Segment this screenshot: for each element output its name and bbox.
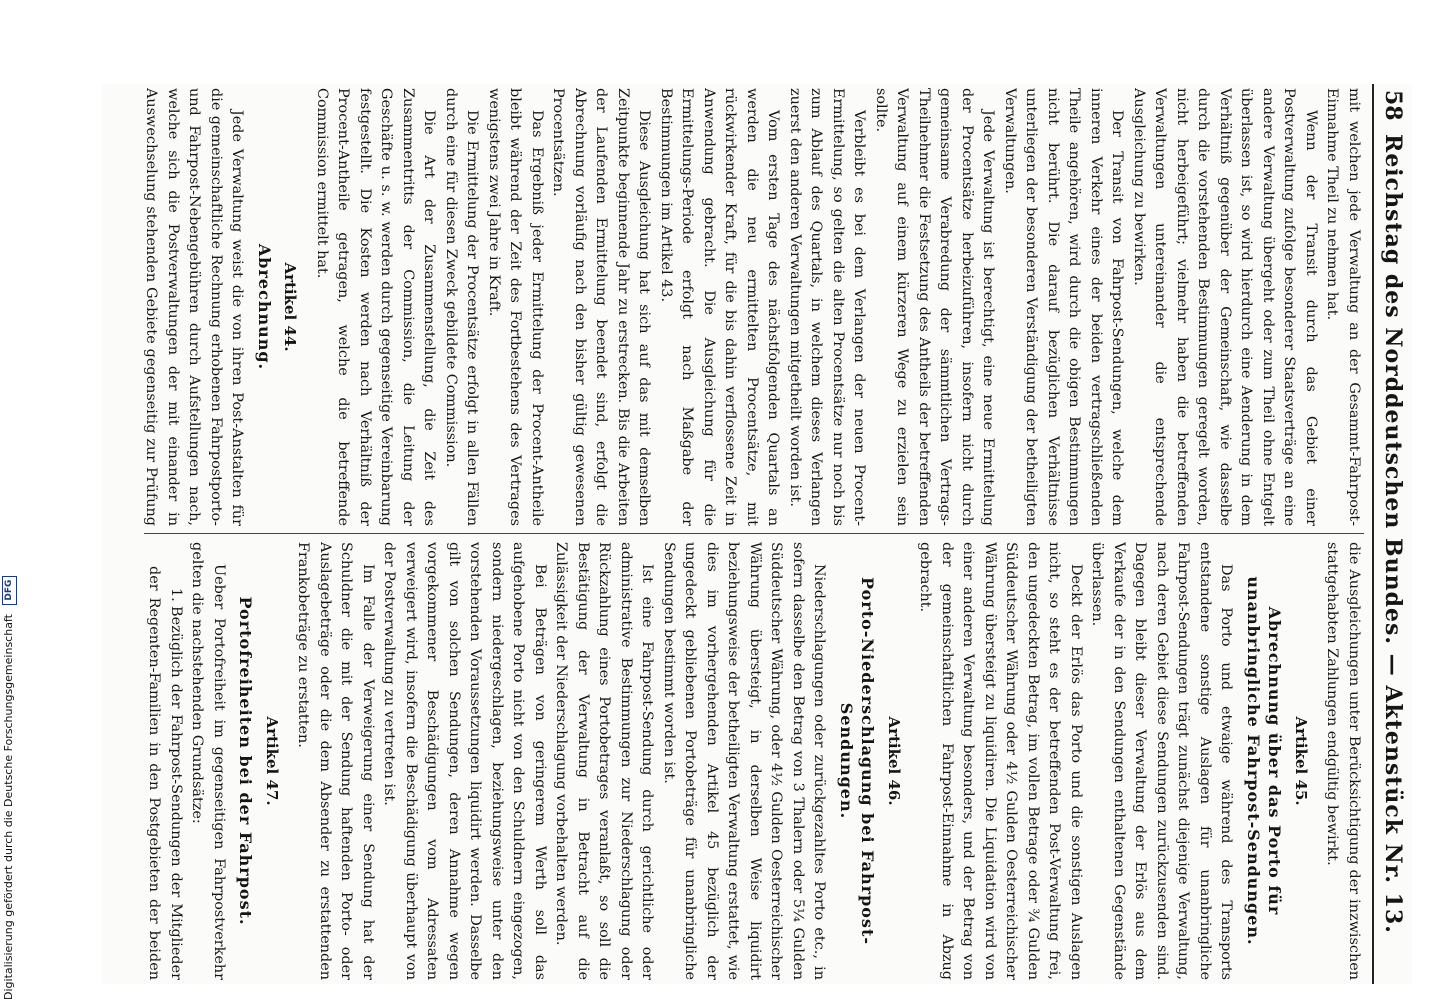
header-rule (1372, 84, 1374, 984)
credit-text: Digitalisierung gefördert durch die Deutsche Forschungsgemeinschaft (2, 614, 15, 1000)
paragraph: Das Porto und etwaige während des Transports entstandene sonstige Auslagen für unanbringliche Fahrpost-Sendungen trägt zunächst diejenige Verwaltung, nach deren Gebiet diese Sendungen zurückzusenden sind. Dagegen bleibt dieser Verwaltung der Erlös aus dem Verkaufe der in den Sendungen enthaltenen Gegenstände überlassen. (1089, 542, 1235, 980)
column-divider (144, 533, 1364, 534)
running-head: Reichstag des Norddeutschen Bundes. — Aktenstück Nr. 13. (1380, 134, 1406, 934)
paragraph: Wenn der Transit durch das Gebiet einer Postverwaltung zufolge besonderer Staatsverträge an eine andere Verwaltung übergeht oder zum Theil ohne Entgelt überlassen ist, so wird hierdurch eine Aenderung in dem Verhältniß gegenüber der Gemeinschaft, wie dasselbe durch die vorstehenden Bestimmungen geregelt worden, nicht herbeigeführt; vielmehr haben die betreffenden Verwaltungen untereinander die entsprechende Ausgleichung zu bewirken. (1131, 88, 1319, 526)
dfg-logo: DFG (2, 576, 17, 605)
left-column (144, 88, 1364, 526)
paragraph: Das Ergebniß jeder Ermittelung der Procent-Antheile bleibt während der Zeit des Fortbestehens des Vertrages wenigstens zwei Jahre in Kraft. (486, 88, 545, 526)
scanned-page (102, 84, 1412, 984)
paragraph: Im Falle der Verweigerung einer Sendung hat der Schuldner die mit der Sendung haftenden Porto- oder Auslagebeträge oder die dem Absender zu erstattenden Frankobeträge zu erstatten. (295, 542, 376, 980)
paragraph: die Ausgleichungen unter Berücksichtigung der inzwischen stattgehabten Zahlungen endgültig bewirkt. (1324, 542, 1362, 980)
paragraph: Verbleibt es bei dem Verlangen der neuen Procent-Ermittelung, so gelten die alten Procentsätze nur noch bis zum Ablauf des Quartals, in welchem dieses Verlangen zuerst den anderen Verwaltungen mitgetheilt worden ist. (787, 88, 868, 526)
paragraph: Der Transit von Fahrpost-Sendungen, welche dem inneren Verkehr eines der beiden vertragschließenden Theile angehören, wird durch die obigen Bestimmungen nicht berührt. Die darauf bezüglichen Verhältnisse unterliegen der besonderen Verständigung der betheiligten Verwaltungen. (1002, 88, 1126, 526)
paragraph: Jede Verwaltung weist die von ihren Post-Anstalten für die gemeinschaftliche Rechnung erhobenen Fahrpostporto- und Fahrpost-Nebengebühren durch Aufstellungen nach, welche sich die Postverwaltungen der mit einander in Auswechselung stehenden Gebiete gegenseitig zur Prüfung (144, 88, 246, 526)
article-46-title: Artikel 46. (885, 716, 903, 806)
page-header (1372, 84, 1412, 984)
article-47-title: Artikel 47. (263, 716, 281, 806)
list-item (144, 542, 186, 980)
list-item-text: Bezüglich der Fahrpost-Sendungen der Mitglieder der Regenten-Familien in den Postgebieten der beiden (146, 566, 184, 980)
paragraph: Die Art der Zusammenstellung, die Zeit des Zusammentritts der Commission, die Leitung der Geschäfte u. s. w. werden durch gegenseitige Vereinbarung festgestellt. Die Kosten werden nach Verhältniß der Procent-Antheile getragen, welche die betreffende Commission ermittelt hat. (314, 88, 438, 526)
paragraph: Diese Ausgleichung hat sich auf das mit demselben Zeitpunkte beginnende Jahr zu erstrecken. Bis die Arbeiten der Laufenden Ermittelung beendet sind, erfolgt die Abrechnung vorläufig nach den bisher gültig gewesenen Procentsätzen. (550, 88, 653, 526)
article-44-title: Artikel 44. (281, 262, 300, 352)
article-45-subtitle: Abrechnung über das Porto für unanbringliche Fahrpost-Sendungen. (1244, 576, 1285, 946)
article-46-subtitle: Porto-Niederschlagung bei Fahrpost-Sendungen. (837, 577, 878, 945)
paragraph: Die Ermittelung der Procentsätze erfolgt in allen Fällen durch eine für diesen Zweck gebildete Commission. (443, 88, 481, 526)
paragraph: Deckt der Erlös das Porto und die sonstigen Auslagen nicht, so steht es der betreffenden Post-Verwaltung frei, den ungedeckten Betrag, im vollen Betrage oder ¾ Gulden Süddeutscher Währung oder 4½ Gulden Oesterreichischer Währung übersteigt zu liquidiren. Die Liquidation wird von einer anderen Verwaltung besonders, und der Betrag von der gemeinschaftlichen Fahrpost-Einnahme in Abzug gebracht. (917, 542, 1084, 980)
paragraph: Jede Verwaltung ist berechtigt, eine neue Ermittelung der Procentsätze herbeizuführen, insofern nicht durch gemeinsame Verabredung der sämmtlichen Vertrags-Theilnehmer die Festsetzung des Antheils der betreffenden Verwaltung auf einem kürzeren Wege zu erzielen sein sollte. (873, 88, 997, 526)
article-47-subtitle: Portofreiheiten bei der Fahrpost. (236, 596, 256, 926)
paragraph: Bei Beträgen von geringerem Werth soll das aufgehobene Porto nicht von den Schuldnern eingezogen, sondern niedergeschlagen, beziehungsweise unter den vorstehenden Voraussetzungen liquidirt werden. Dasselbe gilt von solchen Sendungen, deren Annahme wegen vorgekommener Beschädigungen vom Adressaten verweigert wird, insofern die Beschädigung überhaupt von der Postverwaltung zu vertreten ist. (381, 542, 548, 980)
digitization-credit (0, 0, 18, 1000)
list-number: 1. (168, 588, 184, 602)
page-number: 58 (1380, 90, 1406, 121)
paragraph: mit welchen jede Verwaltung an der Gesammt-Fahrpost-Einnahme Theil zu nehmen hat. (1324, 88, 1362, 526)
paragraph: Ist eine Fahrpost-Sendung durch gerichtliche oder administrative Bestimmungen zur Niederschlagung oder Rückzahlung eines Portobetrages veranlaßt, so soll die Bestätigung der Verwaltung in Betracht auf die Zulässigkeit der Niederschlagung vorbehalten werden. (553, 542, 656, 980)
paragraph: Vom ersten Tage des nächstfolgenden Quartals an werden die neu ermittelten Procentsätze, mit rückwirkender Kraft, für die bis dahin verflossene Zeit in Anwendung gebracht. Die Ausgleichung für die Ermittelungs-Periode erfolgt nach Maßgabe der Bestimmungen im Artikel 43. (658, 88, 782, 526)
article-44-subtitle: Abrechnung. (255, 243, 274, 371)
paragraph: Ueber Portofreiheit im gegenseitigen Fahrpostverkehr gelten die nachstehenden Grundsätze: (189, 542, 227, 980)
paragraph: Niederschlagungen oder zurückgezahltes Porto etc., in sofern dasselbe den Betrag von 3 Thalern oder 5¼ Gulden Süddeutscher Währung, oder 4½ Gulden Oesterreichischer Währung übersteigt, in derselben Weise liquidirt beziehungsweise der betheiligten Verwaltung erstattet, wie dies im vorhergehenden Artikel 45 bezüglich der ungedeckt gebliebenen Portobeträge für unanbringliche Sendungen bestimmt worden ist. (661, 542, 828, 980)
article-45-title: Artikel 45. (1292, 716, 1310, 806)
right-column (144, 542, 1364, 980)
